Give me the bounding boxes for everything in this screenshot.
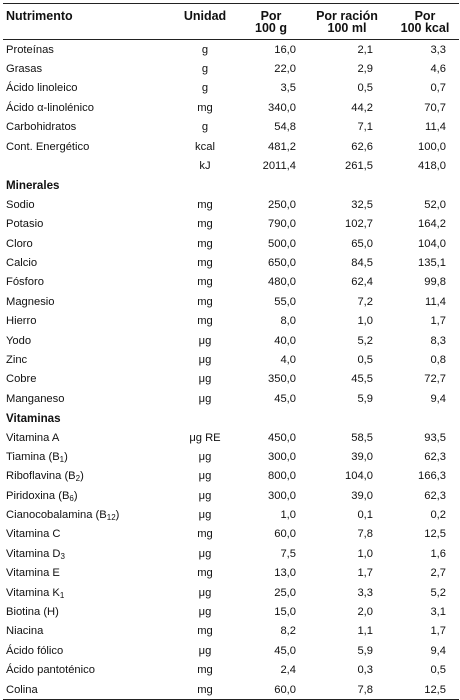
value-per-serving: 5,9 [357, 392, 373, 405]
value-per-100g: 16,0 [274, 43, 296, 56]
nutrient-name [3, 350, 171, 369]
table-row [3, 583, 459, 602]
value-per-100kcal: 9,4 [430, 644, 446, 657]
nutrient-name [3, 564, 171, 583]
nutrient-name-text: Vitamina C [6, 528, 61, 541]
table-row [3, 292, 459, 311]
table-row [3, 467, 459, 486]
value-per-100kcal: 99,8 [424, 276, 446, 289]
nutrient-name-text: Manganeso [6, 392, 65, 405]
table-row [3, 525, 459, 544]
nutrient-name-text: Yodo [6, 334, 32, 347]
value-per-100kcal: 1,7 [430, 315, 446, 328]
table-row [3, 680, 459, 700]
value-per-serving: 1,0 [357, 315, 373, 328]
nutrient-subscript: 2 [75, 474, 81, 484]
value-per-100g: 450,0 [268, 431, 296, 444]
value-per-serving: 1,0 [357, 547, 373, 560]
value-per-100g: 60,0 [274, 528, 296, 541]
table-row [3, 137, 459, 156]
unit-cell: mg [171, 680, 239, 700]
value-per-100g: 7,5 [280, 547, 296, 560]
value-per-serving: 1,1 [357, 625, 373, 638]
value-per-serving: 65,0 [351, 237, 373, 250]
nutrient-name [3, 40, 171, 60]
value-per-100kcal: 62,3 [424, 489, 446, 502]
nutrient-name [3, 602, 171, 621]
table-row [3, 486, 459, 505]
value-per-100g: 54,8 [274, 121, 296, 134]
value-per-100kcal: 12,5 [424, 528, 446, 541]
table-row [3, 311, 459, 330]
nutrient-name [3, 505, 171, 524]
value-per-100kcal: 0,2 [430, 509, 446, 522]
value-per-100g: 4,0 [280, 353, 296, 366]
nutrient-name [3, 680, 171, 700]
nutrient-name-text: Cloro [6, 237, 33, 250]
nutrient-name [3, 253, 171, 272]
unit-cell: mg [197, 256, 213, 269]
nutrient-subscript: 1 [59, 454, 65, 464]
value-per-100kcal: 9,4 [430, 392, 446, 405]
value-per-100kcal: 52,0 [424, 198, 446, 211]
value-per-serving: 32,5 [351, 198, 373, 211]
value-per-100kcal: 72,7 [424, 373, 446, 386]
value-per-100kcal: 0,5 [430, 664, 446, 677]
unit-cell: g [201, 43, 209, 56]
table-row [3, 195, 459, 214]
value-per-serving: 102,7 [345, 218, 373, 231]
nutrient-name-text: Colina [6, 683, 38, 696]
value-per-100kcal: 4,6 [430, 63, 446, 76]
table-row [3, 428, 459, 447]
table-row [3, 59, 459, 78]
header-nutrimento: Nutrimento [6, 9, 73, 23]
nutrient-name-text: Vitamina D [6, 547, 61, 560]
table-row [3, 622, 459, 641]
section-header-row [3, 408, 459, 427]
unit-cell: mg [197, 237, 213, 250]
nutrient-name [3, 428, 171, 447]
unit-cell: μg [198, 489, 212, 502]
value-per-100g: 3,5 [280, 82, 296, 95]
unit-cell: μg [198, 547, 212, 560]
value-per-100kcal: 12,5 [391, 680, 459, 700]
value-per-100g: 2,4 [280, 664, 296, 677]
value-per-100g: 300,0 [268, 450, 296, 463]
value-per-100g: 8,0 [280, 315, 296, 328]
unit-cell: mg [197, 315, 213, 328]
value-per-100g: 480,0 [268, 276, 296, 289]
nutrient-name [3, 137, 171, 156]
value-per-serving: 5,2 [357, 334, 373, 347]
value-per-serving: 7,2 [357, 295, 373, 308]
nutrient-name-text: Vitamina K [6, 586, 60, 599]
value-per-serving: 104,0 [345, 470, 373, 483]
unit-cell: mg [197, 664, 213, 677]
table-row [3, 253, 459, 272]
table-row [3, 156, 459, 175]
nutrient-name-text: Vitamina E [6, 567, 60, 580]
table-row [3, 79, 459, 98]
table-header [3, 4, 459, 40]
value-per-100g: 1,0 [280, 509, 296, 522]
value-per-100kcal: 104,0 [418, 237, 446, 250]
table-row [3, 661, 459, 680]
unit-cell: μg [198, 392, 212, 405]
value-per-100kcal: 3,1 [430, 606, 446, 619]
value-per-serving: 84,5 [351, 256, 373, 269]
header-por-100kcal: Por 100 kcal [400, 9, 450, 35]
unit-cell: kcal [195, 140, 215, 153]
value-per-100kcal: 418,0 [418, 160, 446, 173]
section-title: Minerales [6, 178, 60, 192]
nutrient-name-text: Niacina [6, 625, 44, 638]
table-row [3, 350, 459, 369]
nutrient-subscript: 1 [59, 590, 65, 600]
nutrient-name-text: Potasio [6, 218, 44, 231]
value-per-serving: 44,2 [351, 101, 373, 114]
value-per-100g: 2011,4 [262, 160, 296, 173]
table-row [3, 215, 459, 234]
nutrient-name [3, 331, 171, 350]
nutrient-name [3, 622, 171, 641]
nutrient-name-text: Grasas [6, 63, 43, 76]
value-per-serving: 0,3 [357, 664, 373, 677]
header-por-racion: Por ración 100 ml [316, 9, 378, 35]
nutrient-name-text: Sodio [6, 198, 35, 211]
table-row [3, 641, 459, 660]
nutrient-name [3, 195, 171, 214]
value-per-serving: 2,9 [357, 63, 373, 76]
value-per-100kcal: 70,7 [424, 101, 446, 114]
nutrient-name-text: Carbohidratos [6, 121, 77, 134]
header-unidad: Unidad [183, 9, 227, 23]
nutrient-name-text: Cobre [6, 373, 37, 386]
table-row [3, 370, 459, 389]
nutrient-name-text: Vitamina A [6, 431, 60, 444]
value-per-100g: 8,2 [280, 625, 296, 638]
value-per-100g: 250,0 [268, 198, 296, 211]
value-per-serving: 5,9 [357, 644, 373, 657]
unit-cell: kJ [199, 160, 211, 173]
value-per-100kcal: 93,5 [424, 431, 446, 444]
nutrient-name-suffix: ) [73, 489, 78, 502]
value-per-100g: 55,0 [274, 295, 296, 308]
table-row [3, 234, 459, 253]
value-per-100g: 790,0 [268, 218, 296, 231]
value-per-serving: 3,3 [357, 586, 373, 599]
table-row [3, 331, 459, 350]
nutrient-name-text: Cianocobalamina (B [6, 509, 107, 522]
nutrient-name-text: Fósforo [6, 276, 44, 289]
nutrient-name-text: Riboflavina (B [6, 470, 76, 483]
nutrient-name [3, 273, 171, 292]
value-per-100g: 800,0 [268, 470, 296, 483]
value-per-serving: 0,5 [357, 82, 373, 95]
value-per-100kcal: 1,7 [430, 625, 446, 638]
unit-cell: μg [198, 586, 212, 599]
nutrient-name [3, 59, 171, 78]
value-per-serving: 39,0 [351, 450, 373, 463]
nutrient-name [3, 234, 171, 253]
value-per-100g: 350,0 [268, 373, 296, 386]
unit-cell: g [201, 121, 209, 134]
nutrient-name [3, 98, 171, 117]
value-per-serving: 1,7 [357, 567, 373, 580]
unit-cell: mg [197, 198, 213, 211]
nutrient-name [3, 370, 171, 389]
nutrient-name-text: Ácido fólico [6, 644, 64, 657]
section-header-row [3, 176, 459, 195]
nutrient-subscript: 6 [69, 493, 74, 503]
nutrient-name-text: Magnesio [6, 295, 55, 308]
value-per-100kcal: 164,2 [418, 218, 446, 231]
nutrient-name-text: Ácido linoleico [6, 82, 78, 95]
table-row [3, 602, 459, 621]
value-per-100g: 15,0 [274, 606, 296, 619]
value-per-serving: 45,5 [351, 373, 373, 386]
nutrient-name-text: Biotina (H) [6, 606, 59, 619]
unit-cell: μg RE [189, 431, 221, 444]
nutrient-name [3, 486, 171, 505]
value-per-100g: 481,2 [268, 140, 296, 153]
value-per-serving: 7,1 [357, 121, 373, 134]
nutrient-name-text: Ácido pantoténico [6, 664, 95, 677]
value-per-100g: 300,0 [268, 489, 296, 502]
table-row [3, 544, 459, 563]
section-title: Vitaminas [6, 411, 61, 425]
unit-cell: mg [197, 276, 213, 289]
nutrient-name-text: Hierro [6, 315, 37, 328]
unit-cell: g [201, 63, 209, 76]
unit-cell: μg [198, 373, 212, 386]
value-per-100kcal: 135,1 [418, 256, 446, 269]
value-per-100kcal: 1,6 [430, 547, 446, 560]
nutrient-name-text: Calcio [6, 256, 38, 269]
nutrient-name [3, 447, 171, 466]
value-per-100kcal: 5,2 [430, 586, 446, 599]
unit-cell: mg [197, 528, 213, 541]
table-row [3, 273, 459, 292]
nutrient-name-text: Tiamina (B [6, 450, 60, 463]
nutrient-name [3, 292, 171, 311]
value-per-100kcal: 3,3 [430, 43, 446, 56]
nutrient-name [3, 525, 171, 544]
nutrient-name [3, 583, 171, 602]
unit-cell: μg [198, 644, 212, 657]
nutrient-name [3, 215, 171, 234]
value-per-serving: 7,8 [357, 528, 373, 541]
value-per-100kcal: 166,3 [418, 470, 446, 483]
table-row [3, 389, 459, 408]
unit-cell: μg [198, 450, 212, 463]
unit-cell: mg [197, 218, 213, 231]
unit-cell: μg [198, 334, 212, 347]
value-per-100g: 40,0 [274, 334, 296, 347]
table-body [3, 40, 459, 700]
nutrient-name-suffix: ) [64, 450, 68, 463]
value-per-100g: 45,0 [274, 644, 296, 657]
nutrient-name [3, 641, 171, 660]
value-per-serving: 58,5 [351, 431, 373, 444]
nutrient-name [3, 118, 171, 137]
table-row [3, 98, 459, 117]
nutrition-table [3, 3, 459, 700]
value-per-serving: 62,6 [351, 140, 373, 153]
value-per-100kcal: 11,4 [425, 295, 446, 308]
value-per-serving: 0,5 [357, 353, 373, 366]
unit-cell: g [201, 82, 209, 95]
value-per-serving: 62,4 [351, 276, 373, 289]
value-per-serving: 7,8 [303, 680, 391, 700]
nutrient-name-text: Zinc [6, 353, 28, 366]
value-per-100kcal: 62,3 [424, 450, 446, 463]
nutrient-name-text: Proteínas [6, 43, 54, 56]
value-per-serving: 39,0 [351, 489, 373, 502]
header-por-100g: Por 100 g [255, 9, 287, 35]
nutrient-name [3, 544, 171, 563]
unit-cell: mg [197, 625, 213, 638]
value-per-serving: 0,1 [357, 509, 373, 522]
table-row [3, 447, 459, 466]
nutrient-name [3, 311, 171, 330]
nutrient-name [3, 467, 171, 486]
table-row [3, 40, 459, 60]
value-per-100g: 25,0 [274, 586, 296, 599]
table-row [3, 505, 459, 524]
unit-cell: mg [197, 101, 213, 114]
nutrient-name-text: Piridoxina (B [6, 489, 70, 502]
value-per-100kcal: 8,3 [430, 334, 446, 347]
nutrient-subscript: 12 [106, 513, 116, 523]
unit-cell: mg [197, 295, 213, 308]
unit-cell: mg [197, 567, 213, 580]
nutrient-name-text: Ácido α-linolénico [6, 101, 94, 114]
unit-cell: μg [198, 606, 212, 619]
nutrient-name-suffix: ) [115, 509, 120, 522]
value-per-100kcal: 100,0 [418, 140, 446, 153]
unit-cell: μg [198, 509, 212, 522]
nutrient-subscript: 3 [60, 551, 65, 561]
value-per-serving: 261,5 [345, 160, 373, 173]
nutrient-name [3, 661, 171, 680]
nutrient-name [3, 156, 171, 175]
nutrient-name [3, 79, 171, 98]
value-per-100g: 650,0 [268, 256, 296, 269]
value-per-100kcal: 2,7 [430, 567, 446, 580]
unit-cell: μg [198, 470, 212, 483]
value-per-100g: 340,0 [268, 101, 296, 114]
table-row [3, 118, 459, 137]
nutrient-name-suffix: ) [80, 470, 84, 483]
value-per-100kcal: 11,4 [425, 121, 446, 134]
nutrient-name-text: Cont. Energético [6, 140, 90, 153]
value-per-100g: 45,0 [274, 392, 296, 405]
nutrient-name [3, 389, 171, 408]
value-per-serving: 2,0 [357, 606, 373, 619]
value-per-100g: 13,0 [274, 567, 296, 580]
value-per-100g: 22,0 [274, 63, 296, 76]
value-per-100kcal: 0,8 [430, 353, 446, 366]
table-row [3, 564, 459, 583]
value-per-100kcal: 0,7 [430, 82, 446, 95]
unit-cell: μg [198, 353, 212, 366]
value-per-serving: 2,1 [357, 43, 373, 56]
value-per-100g: 500,0 [268, 237, 296, 250]
value-per-100g: 60,0 [239, 680, 303, 700]
